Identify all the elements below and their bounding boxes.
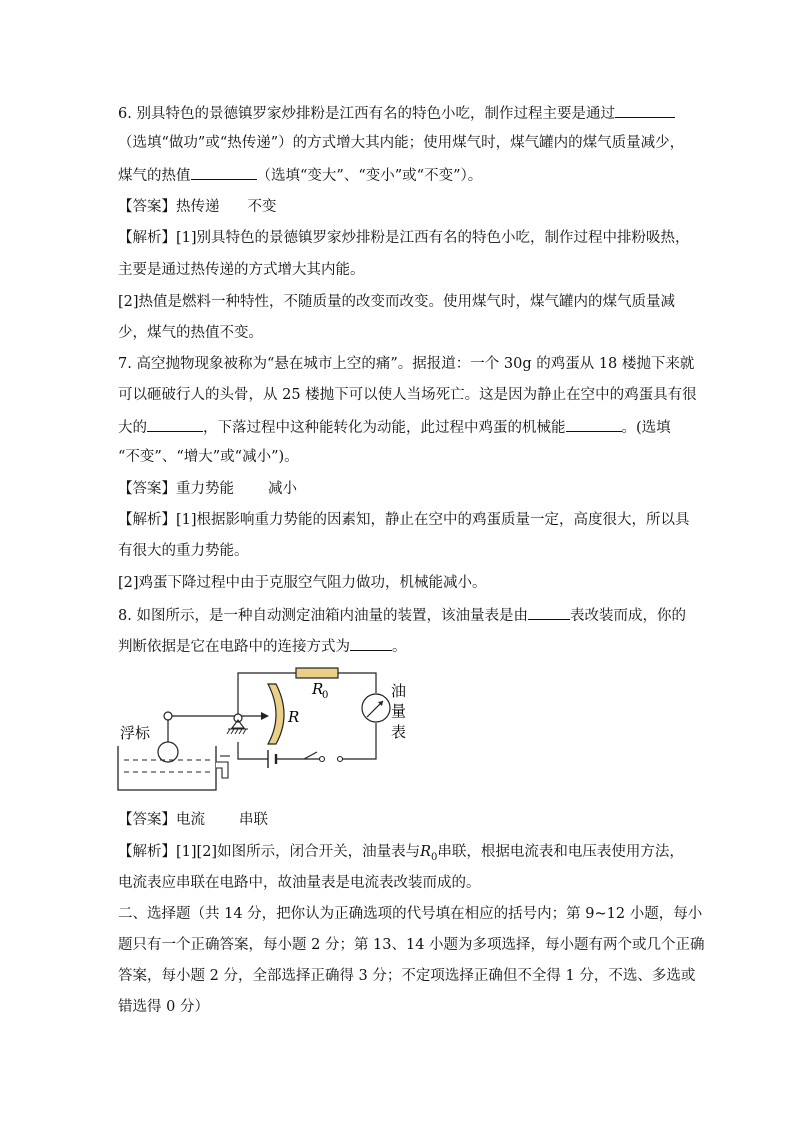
q7-analysis-line2 [118,541,249,561]
q6-line2 [118,133,684,153]
meter-label-2: 量 [391,702,407,720]
q7-stem-text: 大的 [118,420,147,436]
analysis-tag: 【解析】 [118,844,176,860]
answer-2: 不变 [247,199,277,215]
q8-blank-1 [528,604,570,620]
section-heading-text: 题只有一个正确答案，每小题 2 分；第 13、14 小题为多项选择，每小题有两个或几个正确 [118,937,705,953]
analysis-text: [1][2]如图所示，闭合开关，油量表与 [176,844,421,860]
q6-stem-text: （选填“变大”、“变小”或“不变”）。 [256,168,483,184]
q7-stem-text: ，下落过程中这种能转化为动能，此过程中鸡蛋的机械能 [203,420,566,436]
analysis-text: [1]根据影响重力势能的因素知，静止在空中的鸡蛋质量一定，高度很大，所以具 [176,512,690,528]
analysis-tag: 【解析】 [118,230,176,246]
analysis-text: 串联，根据电流表和电压表使用方法， [437,844,684,860]
q6-blank-2 [191,164,257,180]
meter-label-3: 表 [391,723,407,741]
q8-analysis-line2 [118,873,481,893]
q7-analysis-line1 [118,510,690,530]
q6-analysis-line1 [118,228,690,248]
q6-stem-text: （选填“做功”或“热传递”）的方式增大其内能；使用煤气时，煤气罐内的煤气质量减少， [118,135,685,151]
meter-label-1: 油 [391,682,407,700]
q7-analysis-line3 [118,573,487,593]
q8-line2 [118,635,407,657]
section2-line4 [118,997,209,1017]
analysis-tag: 【解析】 [118,512,176,528]
resistor-r0 [296,668,338,678]
float [158,742,178,762]
q6-answer [118,197,277,217]
slider-arrow-icon [261,712,269,720]
ground-hatch [227,729,248,734]
q7-blank-1 [147,416,203,432]
tank-tap-icon [216,762,228,778]
r0-inline-subscript: 0 [431,851,438,863]
q6-analysis-line2 [118,260,365,280]
switch-contact [338,757,343,762]
switch-contact [320,757,325,762]
variable-resistor-r [268,684,284,744]
analysis-text: 主要是通过热传递的方式增大其内能。 [118,262,365,278]
answer-2: 减小 [268,481,297,497]
q7-stem-text: “不变”、“增大”或“减小”)。 [118,449,299,465]
q7-line2 [118,385,697,405]
q6-stem-text: 煤气的热值 [118,168,191,184]
q8-answer [118,810,268,830]
q6-stem-text: 6. 别具特色的景德镇罗家炒排粉是江西有名的特色小吃，制作过程主要是通过 [118,106,615,122]
q6-blank-1 [615,102,675,118]
q8-blank-2 [350,635,392,651]
q7-blank-2 [566,416,622,432]
rod-joint [164,712,172,720]
r-label: R [288,708,300,726]
r0-inline-symbol: R [420,844,431,860]
oil-gauge-circuit-diagram [116,660,416,796]
answer-tag: 【答案】 [118,481,176,497]
float-label: 浮标 [120,724,151,742]
answer-tag: 【答案】 [118,199,176,215]
q8-stem-text: 表改装而成，你的 [569,608,686,624]
analysis-text: [2]鸡蛋下降过程中由于克服空气阻力做功，机械能减小。 [118,575,487,591]
q6-analysis-line4 [118,323,263,343]
q6-line3 [118,164,482,186]
answer-1: 电流 [176,812,205,828]
section2-line3 [118,966,695,986]
section2-line2 [118,935,705,955]
q6-analysis-line3 [118,292,675,312]
section-heading-text: 错选得 0 分） [118,999,209,1015]
section-heading-text: 答案，每小题 2 分，全部选择正确得 3 分；不定项选择正确但不全得 1 分，不选、多选或 [118,968,696,984]
r0-label: R [312,680,324,698]
q7-line3 [118,416,671,438]
q7-stem-text: 7. 高空抛物现象被称为“悬在城市上空的痛”。据报道：一个 30g 的鸡蛋从 18 楼抛下来就 [118,356,695,372]
q6-line1 [118,102,675,124]
section2-line1 [118,904,702,924]
answer-2: 串联 [239,812,268,828]
q7-stem-text: 可以砸破行人的头骨，从 25 楼抛下可以使人当场死亡。这是因为静止在空中的鸡蛋具有很 [118,387,697,403]
analysis-text: 电流表应串联在电路中，故油量表是电流表改装而成的。 [118,875,481,891]
q7-stem-text: 。(选填 [621,420,671,436]
analysis-text: [2]热值是燃料一种特性，不随质量的改变而改变。使用煤气时，煤气罐内的煤气质量减 [118,294,676,310]
q7-answer [118,479,297,499]
analysis-text: 有很大的重力势能。 [118,543,249,559]
analysis-text: 少，煤气的热值不变。 [118,325,263,341]
q7-line4 [118,447,299,467]
answer-1: 热传递 [176,199,220,215]
section-heading-text: 二、选择题（共 14 分，把你认为正确选项的代号填在相应的括号内；第 9~12 小题，每小 [118,906,703,922]
analysis-text: [1]别具特色的景德镇罗家炒排粉是江西有名的特色小吃，制作过程中排粉吸热， [176,230,690,246]
q7-line1 [118,354,694,374]
r0-subscript: 0 [322,690,329,701]
q8-line1 [118,604,686,626]
q8-stem-text: 8. 如图所示，是一种自动测定油箱内油量的装置，该油量表是由 [118,608,528,624]
q8-analysis-line1 [118,842,684,868]
q8-stem-text: 判断依据是它在电路中的连接方式为 [118,639,350,655]
answer-tag: 【答案】 [118,812,176,828]
answer-1: 重力势能 [176,481,234,497]
q8-stem-text: 。 [392,639,407,655]
